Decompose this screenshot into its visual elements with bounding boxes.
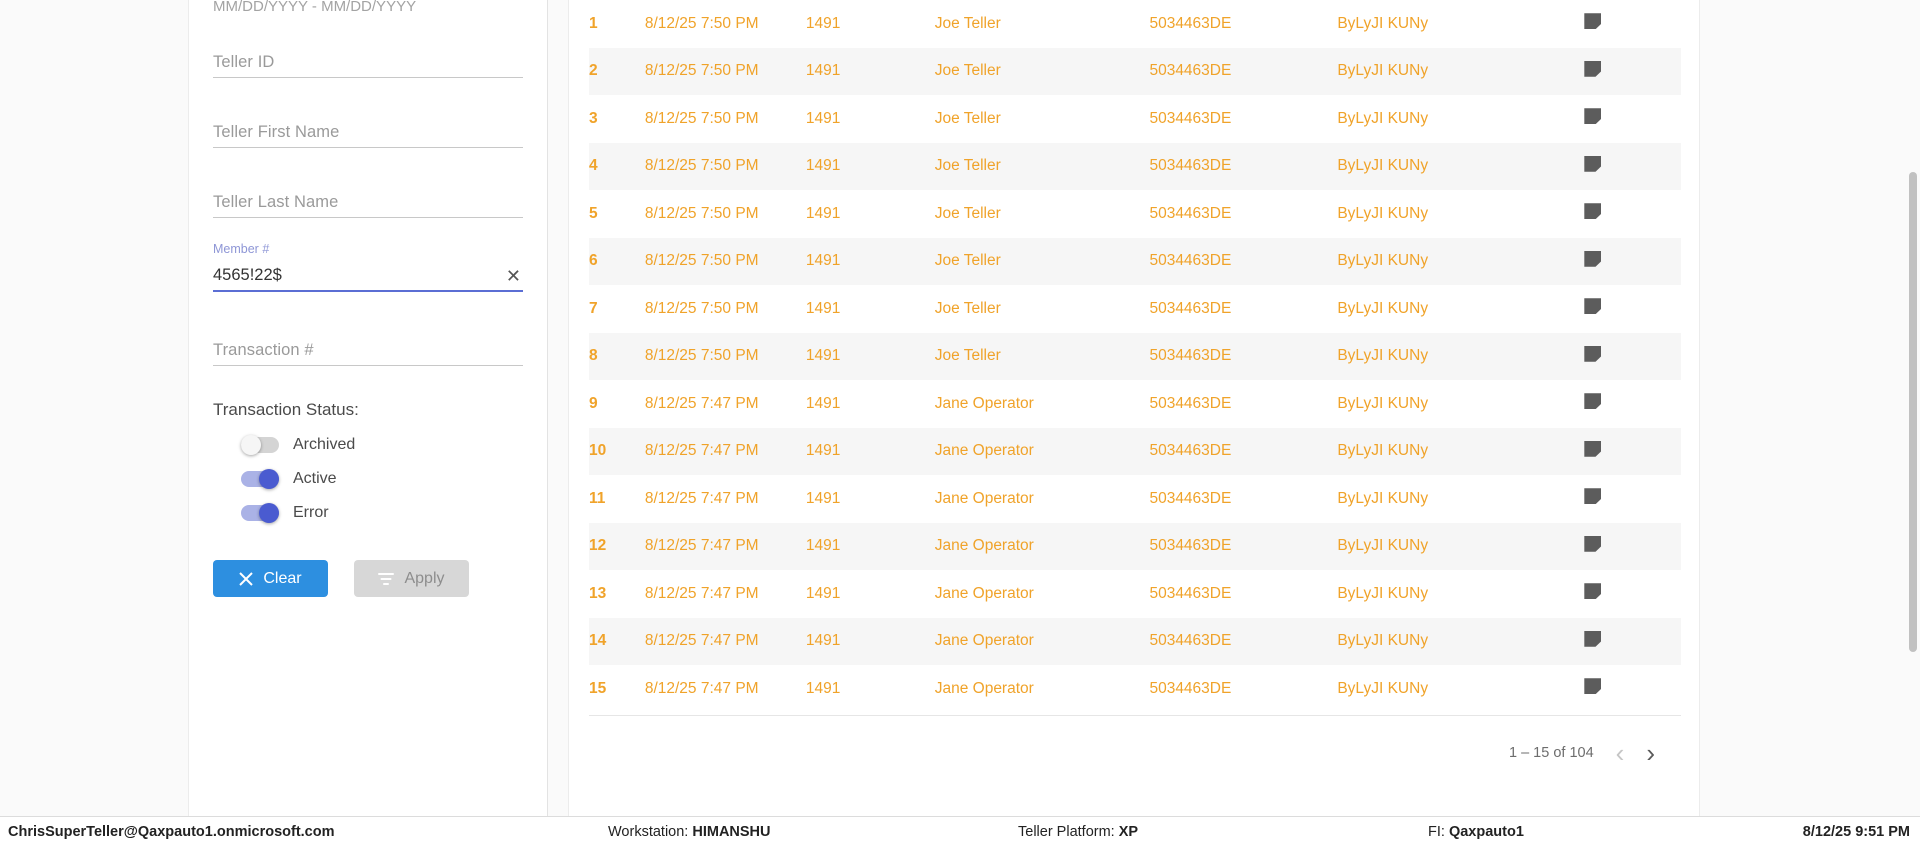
- row-date: 8/12/25 7:50 PM: [644, 299, 759, 317]
- note-icon-shape: [1584, 251, 1601, 267]
- row-terminal: 1491: [805, 394, 841, 412]
- row-date: 8/12/25 7:50 PM: [644, 252, 759, 270]
- row-note-cell[interactable]: [1584, 333, 1681, 381]
- status-user: ChrisSuperTeller@Qaxpauto1.onmicrosoft.com: [8, 824, 335, 840]
- row-index: 4: [589, 157, 598, 175]
- note-icon-shape: [1584, 156, 1601, 172]
- row-member: ByLyJI KUNy: [1337, 347, 1429, 365]
- note-icon-shape: [1584, 678, 1601, 694]
- row-date: 8/12/25 7:50 PM: [644, 109, 759, 127]
- note-icon[interactable]: [1584, 346, 1601, 362]
- table-row[interactable]: [589, 238, 1681, 286]
- apply-button[interactable]: [354, 560, 469, 597]
- status-fi: [1428, 824, 1524, 840]
- close-icon: [239, 572, 253, 586]
- row-number: 5034463DE: [1149, 489, 1232, 507]
- row-number: 5034463DE: [1149, 109, 1232, 127]
- toggle-archived-label: Archived: [293, 436, 356, 453]
- note-icon[interactable]: [1584, 441, 1601, 457]
- table-row[interactable]: [589, 380, 1681, 428]
- row-teller: Joe Teller: [934, 157, 1001, 175]
- note-icon-shape: [1584, 583, 1601, 599]
- row-index: 11: [589, 489, 606, 507]
- note-icon[interactable]: [1584, 298, 1601, 314]
- note-icon[interactable]: [1584, 536, 1601, 552]
- row-number: 5034463DE: [1149, 394, 1232, 412]
- note-icon[interactable]: [1584, 203, 1601, 219]
- row-note-cell[interactable]: [1584, 238, 1681, 286]
- status-platform-value: XP: [1118, 824, 1139, 840]
- row-date: 8/12/25 7:47 PM: [644, 442, 759, 460]
- row-index: 1: [589, 14, 598, 32]
- row-date: 8/12/25 7:47 PM: [644, 394, 759, 412]
- row-teller: Joe Teller: [934, 62, 1001, 80]
- status-platform-label: Teller Platform:: [1018, 824, 1115, 840]
- member-number-field[interactable]: [213, 242, 523, 292]
- row-date: 8/12/25 7:47 PM: [644, 537, 759, 555]
- row-date: 8/12/25 7:50 PM: [644, 14, 759, 32]
- row-number: 5034463DE: [1149, 299, 1232, 317]
- row-number: 5034463DE: [1149, 14, 1232, 32]
- page-scrollbar[interactable]: [1906, 0, 1920, 816]
- row-member: ByLyJI KUNy: [1337, 62, 1429, 80]
- note-icon-shape: [1584, 108, 1601, 124]
- row-number: 5034463DE: [1149, 537, 1232, 555]
- table-row[interactable]: [589, 190, 1681, 238]
- row-member: ByLyJI KUNy: [1337, 632, 1429, 650]
- row-terminal: 1491: [805, 157, 841, 175]
- row-number: 5034463DE: [1149, 679, 1232, 697]
- table-row[interactable]: [589, 523, 1681, 571]
- chevron-left-icon[interactable]: ‹: [1615, 738, 1625, 768]
- row-member: ByLyJI KUNy: [1337, 157, 1429, 175]
- row-note-cell[interactable]: [1584, 285, 1681, 333]
- row-member: ByLyJI KUNy: [1337, 252, 1429, 270]
- row-teller: Joe Teller: [934, 204, 1001, 222]
- row-note-cell[interactable]: [1584, 380, 1681, 428]
- table-row[interactable]: [589, 333, 1681, 381]
- transactions-table-body: [589, 0, 1681, 713]
- note-icon-shape: [1584, 203, 1601, 219]
- row-member: ByLyJI KUNy: [1337, 109, 1429, 127]
- toggle-knob: [259, 503, 279, 523]
- toggle-active[interactable]: [241, 471, 279, 487]
- filter-icon: [378, 572, 394, 586]
- row-date: 8/12/25 7:47 PM: [644, 489, 759, 507]
- note-icon-shape: [1584, 346, 1601, 362]
- row-teller: Joe Teller: [934, 109, 1001, 127]
- toggle-knob: [241, 435, 261, 455]
- transactions-table: [589, 0, 1681, 713]
- row-index: 5: [589, 204, 598, 222]
- row-index: 9: [589, 394, 598, 412]
- row-teller: Jane Operator: [934, 632, 1034, 650]
- row-number: 5034463DE: [1149, 347, 1232, 365]
- filter-actions: [213, 560, 523, 597]
- toggle-archived[interactable]: [241, 437, 279, 453]
- row-terminal: 1491: [805, 14, 841, 32]
- row-teller: Joe Teller: [934, 252, 1001, 270]
- close-icon[interactable]: ✕: [505, 266, 521, 286]
- row-note-cell[interactable]: [1584, 143, 1681, 191]
- row-date: 8/12/25 7:50 PM: [644, 347, 759, 365]
- row-teller: Jane Operator: [934, 584, 1034, 602]
- date-range-placeholder[interactable]: MM/DD/YYYY - MM/DD/YYYY: [213, 0, 417, 15]
- row-number: 5034463DE: [1149, 442, 1232, 460]
- note-icon[interactable]: [1584, 583, 1601, 599]
- note-icon[interactable]: [1584, 631, 1601, 647]
- note-icon[interactable]: [1584, 108, 1601, 124]
- table-row[interactable]: [589, 428, 1681, 476]
- row-index: 12: [589, 537, 607, 555]
- note-icon[interactable]: [1584, 488, 1601, 504]
- row-note-cell[interactable]: [1584, 665, 1681, 713]
- row-date: 8/12/25 7:47 PM: [644, 584, 759, 602]
- row-date: 8/12/25 7:50 PM: [644, 62, 759, 80]
- row-member: ByLyJI KUNy: [1337, 442, 1429, 460]
- status-timestamp: 8/12/25 9:51 PM: [1802, 824, 1910, 840]
- transactions-panel: [568, 0, 1700, 816]
- note-icon[interactable]: [1584, 61, 1601, 77]
- row-number: 5034463DE: [1149, 632, 1232, 650]
- status-platform: [1018, 824, 1138, 840]
- note-icon-shape: [1584, 536, 1601, 552]
- row-member: ByLyJI KUNy: [1337, 204, 1429, 222]
- row-terminal: 1491: [805, 62, 841, 80]
- row-number: 5034463DE: [1149, 62, 1232, 80]
- filter-sidebar: [188, 0, 548, 816]
- clear-button[interactable]: [213, 560, 328, 597]
- member-number-value: 4565!22$: [213, 266, 282, 284]
- row-teller: Jane Operator: [934, 679, 1034, 697]
- row-terminal: 1491: [805, 109, 841, 127]
- table-row[interactable]: [589, 95, 1681, 143]
- toggle-row-error[interactable]: [213, 504, 523, 522]
- chevron-right-icon[interactable]: ›: [1646, 738, 1655, 768]
- toggle-row-archived[interactable]: [213, 436, 523, 454]
- row-number: 5034463DE: [1149, 584, 1232, 602]
- row-index: 15: [589, 679, 607, 697]
- row-note-cell[interactable]: [1584, 475, 1681, 523]
- table-row[interactable]: [589, 475, 1681, 523]
- row-member: ByLyJI KUNy: [1337, 394, 1429, 412]
- row-note-cell[interactable]: [1584, 95, 1681, 143]
- teller-last-name-placeholder: Teller Last Name: [213, 193, 339, 211]
- row-terminal: 1491: [805, 632, 841, 650]
- note-icon-shape: [1584, 488, 1601, 504]
- row-note-cell[interactable]: [1584, 0, 1681, 48]
- note-icon-shape: [1584, 441, 1601, 457]
- row-terminal: 1491: [805, 347, 841, 365]
- row-index: 6: [589, 252, 598, 270]
- row-terminal: 1491: [805, 442, 841, 460]
- row-index: 13: [589, 584, 607, 602]
- row-member: ByLyJI KUNy: [1337, 537, 1429, 555]
- row-member: ByLyJI KUNy: [1337, 489, 1429, 507]
- table-row[interactable]: [589, 143, 1681, 191]
- note-icon[interactable]: [1584, 678, 1601, 694]
- table-row[interactable]: [589, 0, 1681, 48]
- row-number: 5034463DE: [1149, 204, 1232, 222]
- row-teller: Jane Operator: [934, 394, 1034, 412]
- row-number: 5034463DE: [1149, 157, 1232, 175]
- table-row[interactable]: [589, 285, 1681, 333]
- member-number-label: Member #: [213, 242, 270, 256]
- teller-id-placeholder: Teller ID: [213, 53, 275, 71]
- transaction-number-placeholder: Transaction #: [213, 341, 314, 359]
- status-workstation: [608, 824, 771, 840]
- row-teller: Joe Teller: [934, 347, 1001, 365]
- status-bar: [0, 816, 1920, 847]
- table-row[interactable]: [589, 570, 1681, 618]
- table-row[interactable]: [589, 618, 1681, 666]
- teller-first-name-placeholder: Teller First Name: [213, 123, 340, 141]
- note-icon-shape: [1584, 631, 1601, 647]
- row-note-cell[interactable]: [1584, 190, 1681, 238]
- toggle-error[interactable]: [241, 505, 279, 521]
- row-teller: Joe Teller: [934, 14, 1001, 32]
- row-index: 14: [589, 632, 607, 650]
- row-terminal: 1491: [805, 204, 841, 222]
- row-note-cell[interactable]: [1584, 570, 1681, 618]
- row-index: 3: [589, 109, 598, 127]
- scrollbar-thumb[interactable]: [1909, 172, 1917, 652]
- row-member: ByLyJI KUNy: [1337, 14, 1429, 32]
- row-index: 10: [589, 442, 607, 460]
- table-row[interactable]: [589, 48, 1681, 96]
- toggle-row-active[interactable]: [213, 470, 523, 488]
- row-index: 2: [589, 62, 598, 80]
- status-fi-value: Qaxpauto1: [1448, 824, 1524, 840]
- row-member: ByLyJI KUNy: [1337, 679, 1429, 697]
- transaction-number-field[interactable]: [213, 316, 523, 366]
- row-teller: Joe Teller: [934, 299, 1001, 317]
- pagination: [1509, 740, 1655, 766]
- teller-id-field[interactable]: [213, 28, 523, 78]
- row-date: 8/12/25 7:50 PM: [644, 204, 759, 222]
- row-note-cell[interactable]: [1584, 523, 1681, 571]
- table-bottom-divider: [589, 715, 1681, 716]
- note-icon-shape: [1584, 393, 1601, 409]
- note-icon[interactable]: [1584, 393, 1601, 409]
- toggle-active-label: Active: [293, 470, 337, 487]
- row-member: ByLyJI KUNy: [1337, 299, 1429, 317]
- row-terminal: 1491: [805, 299, 841, 317]
- row-date: 8/12/25 7:47 PM: [644, 679, 759, 697]
- row-terminal: 1491: [805, 489, 841, 507]
- row-member: ByLyJI KUNy: [1337, 584, 1429, 602]
- status-workstation-label: Workstation:: [608, 824, 689, 840]
- note-icon[interactable]: [1584, 251, 1601, 267]
- note-icon[interactable]: [1584, 13, 1601, 29]
- row-date: 8/12/25 7:47 PM: [644, 632, 759, 650]
- table-row[interactable]: [589, 665, 1681, 713]
- row-teller: Jane Operator: [934, 537, 1034, 555]
- row-note-cell[interactable]: [1584, 48, 1681, 96]
- row-index: 8: [589, 347, 598, 365]
- toggle-knob: [259, 469, 279, 489]
- row-number: 5034463DE: [1149, 252, 1232, 270]
- row-teller: Jane Operator: [934, 489, 1034, 507]
- row-index: 7: [589, 299, 598, 317]
- row-terminal: 1491: [805, 252, 841, 270]
- clear-button-label: Clear: [263, 569, 302, 587]
- toggle-error-label: Error: [293, 504, 329, 521]
- row-terminal: 1491: [805, 584, 841, 602]
- status-fi-label: FI:: [1428, 824, 1445, 840]
- teller-last-name-field[interactable]: [213, 168, 523, 218]
- status-workstation-value: HIMANSHU: [692, 824, 771, 840]
- note-icon[interactable]: [1584, 156, 1601, 172]
- teller-first-name-field[interactable]: [213, 98, 523, 148]
- row-terminal: 1491: [805, 679, 841, 697]
- transaction-status-title: Transaction Status:: [213, 400, 359, 419]
- pagination-range: 1 – 15 of 104: [1508, 745, 1594, 761]
- row-terminal: 1491: [805, 537, 841, 555]
- note-icon-shape: [1584, 13, 1601, 29]
- row-note-cell[interactable]: [1584, 428, 1681, 476]
- apply-button-label: Apply: [404, 569, 445, 587]
- row-date: 8/12/25 7:50 PM: [644, 157, 759, 175]
- note-icon-shape: [1584, 61, 1601, 77]
- row-teller: Jane Operator: [934, 442, 1034, 460]
- row-note-cell[interactable]: [1584, 618, 1681, 666]
- note-icon-shape: [1584, 298, 1601, 314]
